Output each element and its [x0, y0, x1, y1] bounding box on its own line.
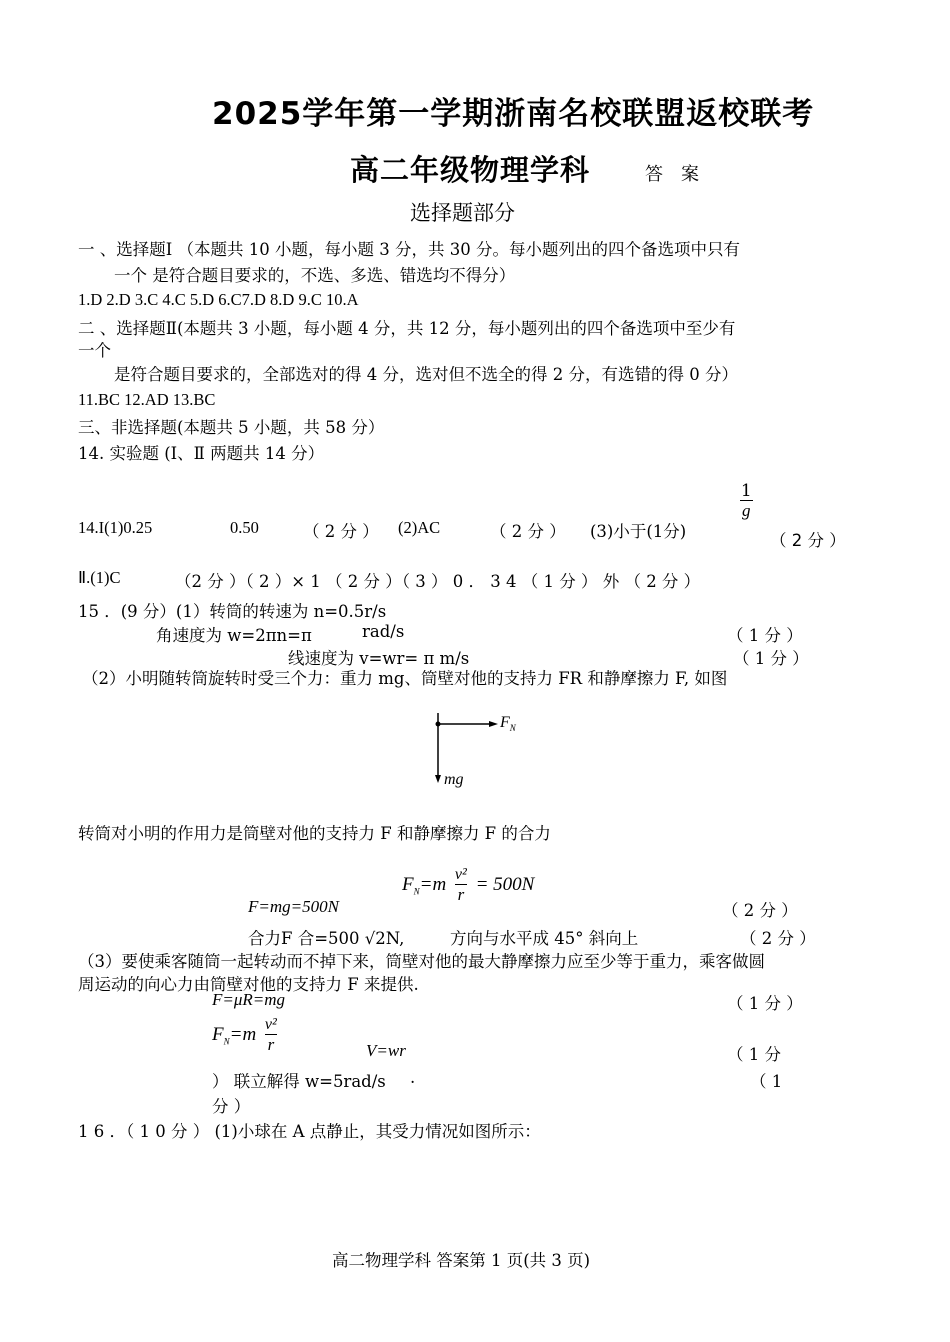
eq4-score: （ 1 分 — [727, 1045, 781, 1064]
page-footer: 高二物理学科 答案第 1 页(共 3 页) — [332, 1251, 591, 1270]
fig-mg-label: mg — [444, 771, 464, 788]
q15-score1: （ 1 分 ） — [727, 626, 803, 645]
q16-line1: 1 6 ．（ 1 0 分 ） (1)小球在 A 点静止，其受力情况如图所示： — [78, 1122, 541, 1141]
eq4b: V=wr — [366, 1041, 406, 1060]
section-heading: 选择题部分 — [410, 201, 515, 225]
eq4: $F_N=m$ $\frac{\text{v²}}{r}$ — [212, 1016, 277, 1054]
q15-resultant-text: 转筒对小明的作用力是筒壁对他的支持力 F 和静摩擦力 F 的合力 — [78, 824, 551, 843]
q15-score2: （ 1 分 ） — [733, 649, 809, 668]
exam-title: 2025学年第一学期浙南名校联盟返校联考 — [212, 96, 815, 132]
part1-line2: 一个 是符合题目要求的，不选、多选、错选均不得分） — [114, 266, 516, 285]
part2-answers: 11.BC 12.AD 13.BC — [78, 390, 216, 409]
q15-resultant-value: 合力F 合=500 √2N, — [248, 929, 405, 948]
q15-score-final-cont: 分 ） — [212, 1097, 251, 1116]
mg-arrowhead — [435, 775, 441, 783]
q15-omega-unit: rad/s — [362, 622, 405, 641]
q15-part2-intro: （2）小明随转筒旋转时受三个力：重力 mg、筒壁对他的支持力 FR 和静摩擦力 F, 如图 — [82, 669, 728, 688]
q14-ii-rest: （2 分 ）（ 2 ）× 1 （ 2 分 ）（ 3 ） 0 ． 3 4 （ 1 分 ） 外 （ 2 分 ） — [175, 572, 701, 591]
q15-line1: 15 ．(9 分）(1）转筒的转速为 n=0.5r/s — [78, 602, 387, 621]
q15-solution: ） 联立解得 w=5rad/s — [212, 1072, 386, 1091]
eq3: F=μR=mg — [212, 990, 286, 1009]
q14-i-score1: （ 2 分 ） — [303, 522, 379, 541]
q15-score-final: （ 1 — [750, 1072, 783, 1091]
part2-line1: 二 、选择题Ⅱ(本题共 3 小题，每小题 4 分，共 12 分，每小题列出的四个备选项中至少有 — [78, 319, 736, 338]
fraction-numerator: 1 — [740, 481, 752, 501]
q15-score3: （ 2 分 ） — [740, 929, 816, 948]
eq2: F=mg=500N — [248, 897, 339, 916]
q15-omega: 角速度为 w=2πn=π — [156, 626, 312, 645]
part3-heading: 三、非选择题(本题共 5 小题，共 58 分） — [78, 418, 385, 437]
part2-line2: 是符合题目要求的，全部选对的得 4 分，选对但不选全的得 2 分，有选错的得 0 分） — [114, 365, 738, 384]
q14-i-part3: (3)小于(1分) — [590, 522, 687, 541]
q15-part3-line1: （3）要使乘客随筒一起转动而不掉下来，筒壁对他的最大静摩擦力应至少等于重力，乘客做圆 — [78, 952, 765, 971]
q14-i-score3: （ 2 分 ） — [770, 531, 846, 550]
q15-direction: 方向与水平成 45° 斜向上 — [450, 929, 639, 948]
q15-part3-line2: 周运动的向心力由筒壁对他的支持力 F 来提供. — [78, 975, 419, 994]
body-point — [436, 722, 441, 727]
fig-fn-label: $F_N$ — [500, 714, 516, 734]
subject-title: 高二年级物理学科 — [350, 153, 591, 187]
fraction-denominator: g — [742, 501, 751, 520]
q14-i-part2: (2)AC — [398, 518, 441, 537]
fn-arrowhead — [489, 721, 498, 727]
answer-tag: 答 案 — [645, 164, 699, 185]
part1-answers: 1.D 2.D 3.C 4.C 5.D 6.C7.D 8.D 9.C 10.A — [78, 290, 359, 309]
eq2-score: （ 2 分 ） — [722, 901, 798, 920]
part2-line1b: 一个 — [78, 341, 111, 360]
part1-line1: 一 、选择题Ⅰ （本题共 10 小题，每小题 3 分，共 30 分。每小题列出的四个备选项中只有 — [78, 240, 740, 259]
q15-solution-dot: . — [410, 1068, 416, 1087]
q14-ii-part1: Ⅱ.(1)C — [78, 568, 121, 587]
q14-heading: 14. 实验题 (Ⅰ、Ⅱ 两题共 14 分） — [78, 444, 325, 463]
eq1: $F_N=m$ $\frac{\text{v²}}{r}$ = 500N — [402, 866, 535, 904]
eq3-score: （ 1 分 ） — [727, 994, 803, 1013]
q14-i-part1: 14.I(1)0.25 — [78, 518, 153, 537]
q14-fraction — [740, 482, 753, 521]
q14-i-part1b: 0.50 — [230, 518, 259, 537]
q15-velocity: 线速度为 v=wr= π m/s — [288, 649, 470, 668]
force-diagram — [425, 705, 535, 795]
q14-i-score2: （ 2 分 ） — [490, 522, 566, 541]
